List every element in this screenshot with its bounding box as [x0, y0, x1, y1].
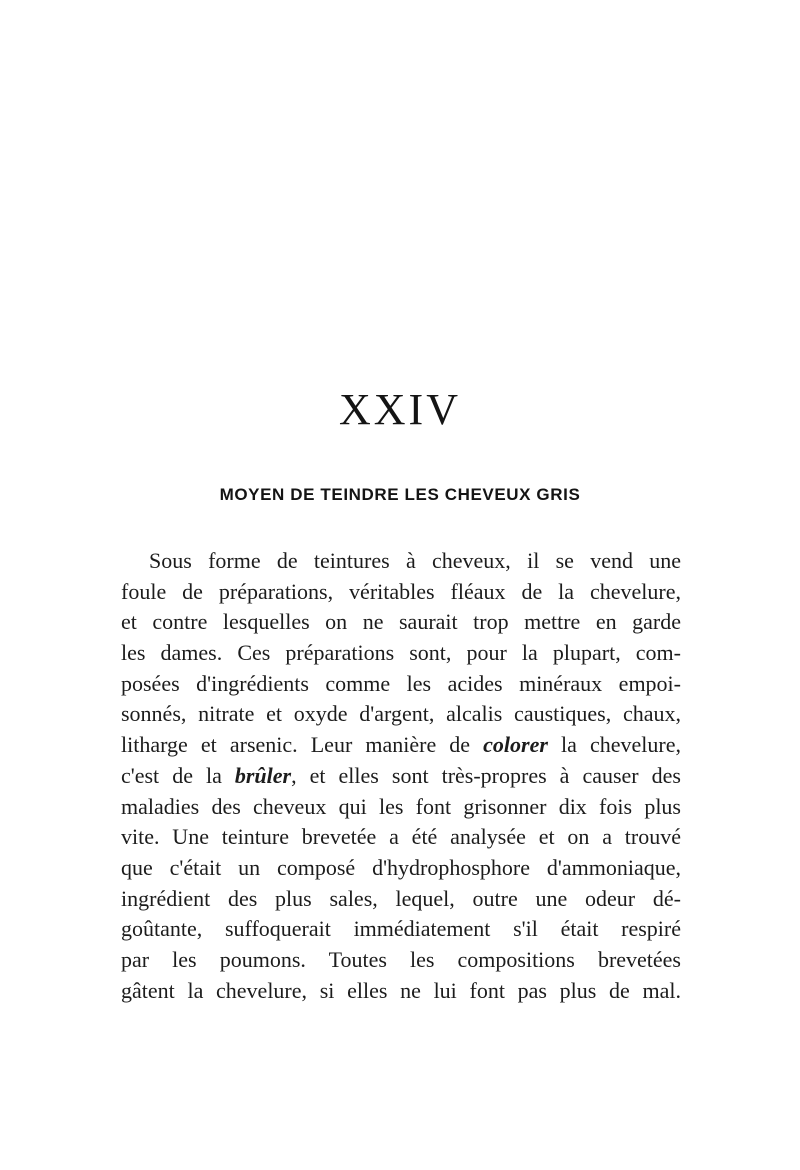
chapter-paragraph: [121, 546, 681, 1006]
paragraph-line: ingrédient des plus sales, lequel, outre une odeur dé-: [121, 885, 681, 911]
paragraph-line: maladies des cheveux qui les font grisonner dix fois plus: [121, 793, 681, 819]
paragraph-line: et contre lesquelles on ne saurait trop mettre en garde: [121, 609, 681, 635]
emphasized-word: brûler: [234, 762, 292, 788]
line-text: litharge et arsenic. Leur manière de: [121, 732, 484, 758]
line-text: la chevelure,: [547, 732, 681, 758]
paragraph-line: posées d'ingrédients comme les acides minéraux empoi-: [121, 670, 681, 696]
paragraph-line: sonnés, nitrate et oxyde d'argent, alcalis caustiques, chaux,: [121, 701, 681, 727]
paragraph-line: [121, 730, 681, 761]
line-text: , et elles sont très-propres à causer des: [291, 762, 681, 788]
paragraph-line: vite. Une teinture brevetée a été analysée et on a trouvé: [121, 824, 681, 850]
paragraph-line: les dames. Ces préparations sont, pour la plupart, com-: [121, 640, 681, 666]
paragraph-line: foule de préparations, véritables fléaux de la chevelure,: [121, 578, 681, 604]
paragraph-line: Sous forme de teintures à cheveux, il se vend une: [149, 548, 681, 573]
paragraph-line: que c'était un composé d'hydrophosphore d'ammoniaque,: [121, 854, 681, 880]
chapter-number: XXIV: [339, 385, 461, 434]
emphasized-word: colorer: [483, 732, 548, 758]
paragraph-line: [121, 761, 681, 792]
line-text: c'est de la: [121, 762, 235, 788]
paragraph-line: gâtent la chevelure, si elles ne lui font pas plus de mal.: [121, 977, 681, 1003]
paragraph-line: goûtante, suffoquerait immédiatement s'il était respiré: [121, 916, 681, 942]
chapter-title: MOYEN DE TEINDRE LES CHEVEUX GRIS: [219, 485, 581, 504]
paragraph-line: par les poumons. Toutes les compositions brevetées: [121, 946, 681, 972]
